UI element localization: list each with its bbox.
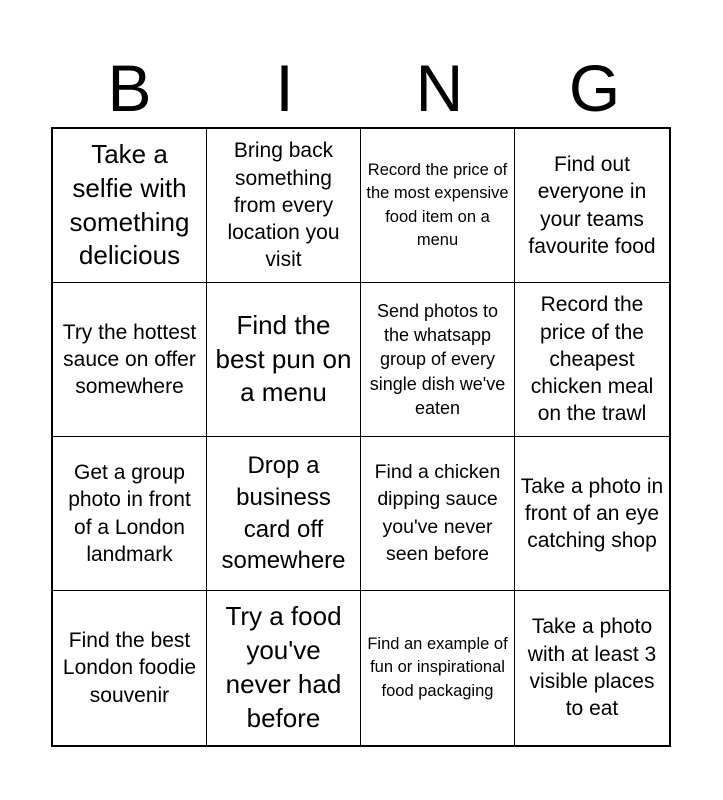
cell-text: Try the hottest sauce on offer somewhere bbox=[62, 320, 197, 399]
bingo-cell[interactable] bbox=[53, 437, 207, 591]
cell-text: Get a group photo in front of a London landmark bbox=[68, 460, 191, 566]
bingo-cell[interactable] bbox=[515, 129, 669, 283]
bingo-cell[interactable] bbox=[207, 591, 361, 745]
bingo-cell[interactable] bbox=[53, 591, 207, 745]
bingo-cell[interactable] bbox=[515, 283, 669, 437]
bingo-cell[interactable] bbox=[515, 437, 669, 591]
header-letter-b: B bbox=[107, 51, 152, 125]
bingo-header bbox=[52, 50, 672, 126]
bingo-board bbox=[51, 127, 671, 747]
header-letter-n: N bbox=[415, 51, 464, 125]
bingo-cell[interactable] bbox=[207, 283, 361, 437]
bingo-cell[interactable] bbox=[361, 283, 515, 437]
bingo-cell[interactable] bbox=[53, 129, 207, 283]
header-letter-i: I bbox=[275, 51, 294, 125]
cell-text: Find the best pun on a menu bbox=[215, 309, 352, 408]
cell-text: Find a chicken dipping sauce you've never seen before bbox=[374, 460, 501, 565]
cell-text: Record the price of the cheapest chicken meal on the trawl bbox=[530, 293, 654, 426]
bingo-cell[interactable] bbox=[53, 283, 207, 437]
bingo-cell[interactable] bbox=[207, 129, 361, 283]
bingo-cell[interactable] bbox=[361, 437, 515, 591]
cell-text: Take a photo with at least 3 visible places to eat bbox=[527, 615, 657, 721]
cell-text: Send photos to the whatsapp group of every single dish we've eaten bbox=[369, 300, 506, 418]
cell-text: Bring back something from every location you visit bbox=[227, 139, 340, 272]
cell-text: Drop a business card off somewhere bbox=[221, 452, 346, 575]
cell-text: Take a selfie with something delicious bbox=[69, 138, 190, 271]
bingo-cell[interactable] bbox=[361, 129, 515, 283]
cell-text: Take a photo in front of an eye catching shop bbox=[520, 474, 664, 553]
bingo-cell[interactable] bbox=[207, 437, 361, 591]
cell-text: Find out everyone in your teams favourite food bbox=[528, 152, 656, 258]
cell-text: Try a food you've never had before bbox=[225, 601, 342, 733]
bingo-cell[interactable] bbox=[361, 591, 515, 745]
cell-text: Record the price of the most expensive food item on a menu bbox=[366, 160, 509, 249]
header-letter-g: G bbox=[568, 51, 621, 125]
bingo-cell[interactable] bbox=[515, 591, 669, 745]
cell-text: Find an example of fun or inspirational food packaging bbox=[367, 634, 508, 700]
cell-text: Find the best London foodie souvenir bbox=[62, 629, 197, 707]
